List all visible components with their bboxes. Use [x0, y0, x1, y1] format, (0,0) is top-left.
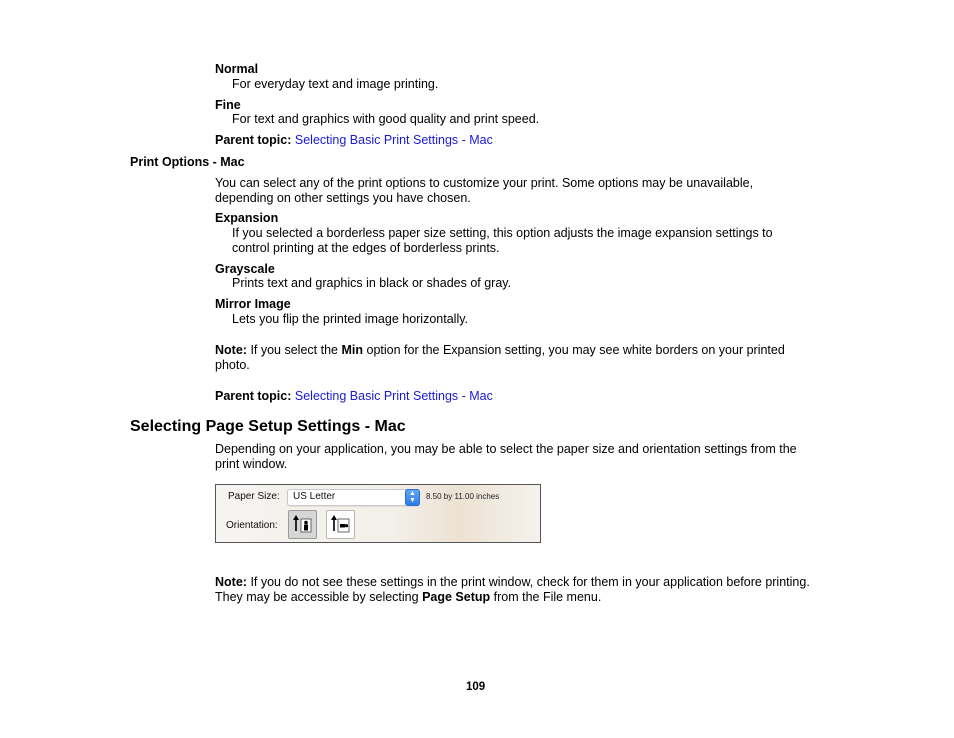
- page-number: 109: [466, 681, 486, 693]
- note-bold: Min: [341, 343, 364, 357]
- portrait-orientation-button[interactable]: [288, 510, 317, 539]
- paper-dimensions: 8.50 by 11.00 inches: [426, 492, 500, 501]
- select-arrows-icon: ▲ ▼: [405, 489, 420, 506]
- desc-normal: For everyday text and image printing.: [232, 77, 439, 91]
- parent-topic-label: Parent topic:: [215, 389, 292, 403]
- page-setup-intro: Depending on your application, you may be able to select the paper size and orientation settings from the print window.: [215, 442, 797, 471]
- parent-topic-link[interactable]: Selecting Basic Print Settings - Mac: [294, 133, 493, 147]
- portrait-icon: [289, 511, 316, 538]
- note-text-2: from the File menu.: [493, 590, 602, 604]
- desc-fine: For text and graphics with good quality and print speed.: [232, 112, 540, 126]
- note-label: Note:: [215, 575, 247, 589]
- note-text-1: If you select the: [250, 343, 338, 357]
- desc-grayscale: Prints text and graphics in black or shades of gray.: [232, 276, 512, 290]
- note-label: Note:: [215, 343, 247, 357]
- paper-size-label: Paper Size:: [228, 491, 280, 502]
- landscape-icon: [327, 511, 354, 538]
- note-bold: Page Setup: [422, 590, 491, 604]
- print-options-intro: You can select any of the print options to customize your print. Some options may be unavailable, depending on other settings you have chosen.: [215, 176, 754, 205]
- parent-topic-label: Parent topic:: [215, 133, 292, 147]
- term-fine: Fine: [215, 98, 241, 112]
- note-expansion: [215, 343, 815, 373]
- term-grayscale: Grayscale: [215, 262, 275, 276]
- landscape-orientation-button[interactable]: [326, 510, 355, 539]
- note-text-1: If you do not see these settings in the print window, check for them in your application before printing. They may be accessible by selecting: [215, 575, 810, 604]
- paper-size-value: US Letter: [293, 491, 336, 502]
- desc-expansion: If you selected a borderless paper size setting, this option adjusts the image expansion settings to control printing at the edges of borderless prints.: [232, 226, 773, 255]
- print-options-heading: Print Options - Mac: [130, 155, 245, 169]
- parent-topic-2: [215, 389, 493, 403]
- term-mirror-image: Mirror Image: [215, 297, 291, 311]
- orientation-label: Orientation:: [226, 520, 278, 531]
- note-page-setup: [215, 575, 815, 605]
- desc-mirror-image: Lets you flip the printed image horizontally.: [232, 312, 469, 326]
- note-text-2: option for the Expansion setting, you may see white borders on your printed photo.: [215, 343, 785, 372]
- term-normal: Normal: [215, 62, 259, 76]
- page-setup-heading: Selecting Page Setup Settings - Mac: [130, 418, 406, 435]
- page-setup-screenshot: [215, 484, 541, 543]
- parent-topic-link[interactable]: Selecting Basic Print Settings - Mac: [294, 389, 493, 403]
- parent-topic-1: [215, 133, 493, 147]
- paper-size-select[interactable]: [287, 489, 420, 506]
- term-expansion: Expansion: [215, 211, 279, 225]
